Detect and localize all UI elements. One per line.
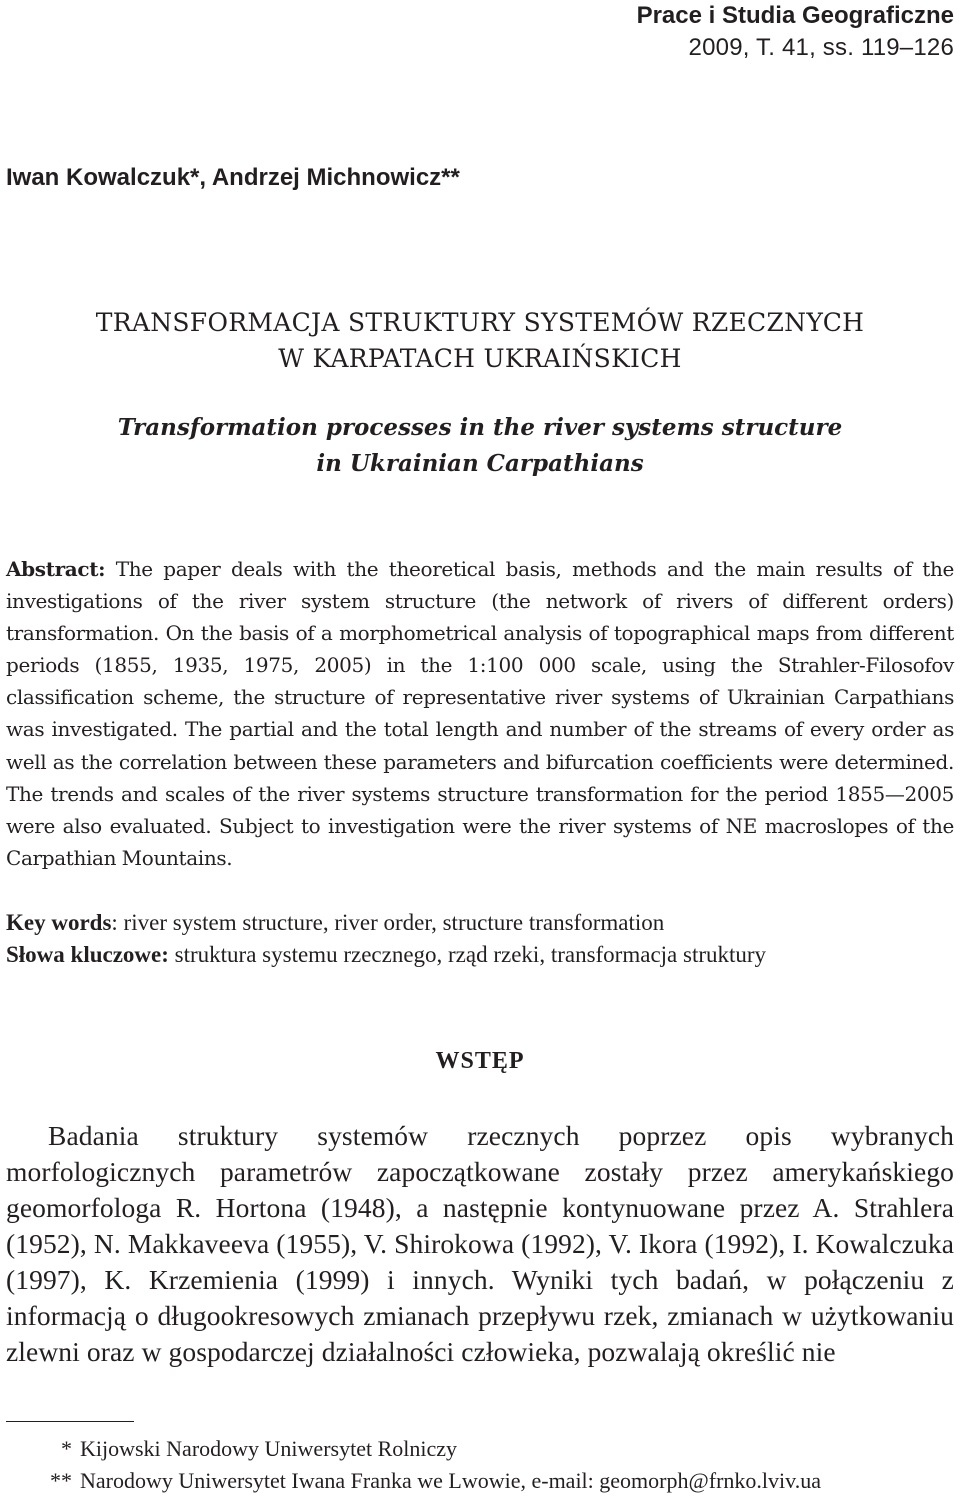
footnote-1-text: Kijowski Narodowy Uniwersytet Rolniczy [80, 1436, 457, 1461]
title-english-line-2: in Ukrainian Carpathians [316, 450, 644, 477]
journal-title: Prace i Studia Geograficzne [636, 2, 954, 29]
keywords-polish-label: Słowa kluczowe: [6, 942, 169, 967]
footnotes [44, 1433, 821, 1497]
footnote-2-text: Narodowy Uniwersytet Iwana Franka we Lwowie, e-mail: geomorph@frnko.lviv.ua [80, 1468, 821, 1493]
section-heading: WSTĘP [435, 1048, 525, 1074]
keywords-english-text: : river system structure, river order, structure transformation [111, 910, 665, 935]
keywords-polish [6, 939, 954, 971]
keywords-english [6, 907, 954, 939]
abstract-text: The paper deals with the theoretical basis, methods and the main results of the investigations of the river system structure (the network of rivers of different orders) transformation. On the basis of a morphometrical analysis of topographical maps from different periods (1855, 1935, 1975, 2005) in the 1:100 000 scale, using the Strahler-Filosofov classification scheme, the structure of representative river systems of Ukrainian Carpathians was investigated. The partial and the total length and number of the streams of every order as well as the correlation between these parameters and bifurcation coefficients were determined. The trends and scales of the river systems structure transformation for the period 1855—2005 were also evaluated. Subject to investigation were the river systems of NE macroslopes of the Carpathian Mountains. [6, 557, 954, 870]
footnote-1-mark: * [61, 1436, 72, 1461]
title-polish-line-2: W KARPATACH UKRAIŃSKICH [278, 344, 682, 373]
title-polish-line-1: TRANSFORMACJA STRUKTURY SYSTEMÓW RZECZNYCH [95, 308, 865, 337]
authors: Iwan Kowalczuk*, Andrzej Michnowicz** [6, 164, 460, 191]
title-english [0, 410, 960, 482]
journal-reference: 2009, T. 41, ss. 119–126 [688, 34, 954, 61]
footnote-2-mark: ** [50, 1468, 72, 1493]
abstract-label: Abstract: [6, 557, 106, 581]
title-polish [0, 305, 960, 377]
title-english-line-1: Transformation processes in the river systems structure [117, 414, 843, 441]
keywords-polish-text: struktura systemu rzecznego, rząd rzeki, transformacja struktury [168, 942, 767, 967]
journal-header [637, 0, 954, 64]
footnote-divider [6, 1421, 134, 1422]
footnote-1 [44, 1433, 821, 1465]
keywords-block [6, 907, 954, 971]
footnote-2 [44, 1465, 821, 1497]
abstract [6, 553, 954, 874]
body-paragraph: Badania struktury systemów rzecznych poprzez opis wybranych morfologicznych parametrów zapoczątkowane zostały przez amerykańskiego geomorfologa R. Hortona (1948), a następnie kontynuowane przez A. Strahlera (1952), N. Makkaveeva (1955), V. Shirokowa (1992), V. Ikora (1992), I. Kowalczuka (1997), K. Krzemienia (1999) i innych. Wyniki tych badań, w połączeniu z informacją o długookresowych zmianach przepływu rzek, zmianach w użytkowaniu zlewni oraz w gospodarczej działalności człowieka, pozwalają określić nie [6, 1120, 954, 1367]
keywords-english-label: Key words [6, 910, 112, 935]
